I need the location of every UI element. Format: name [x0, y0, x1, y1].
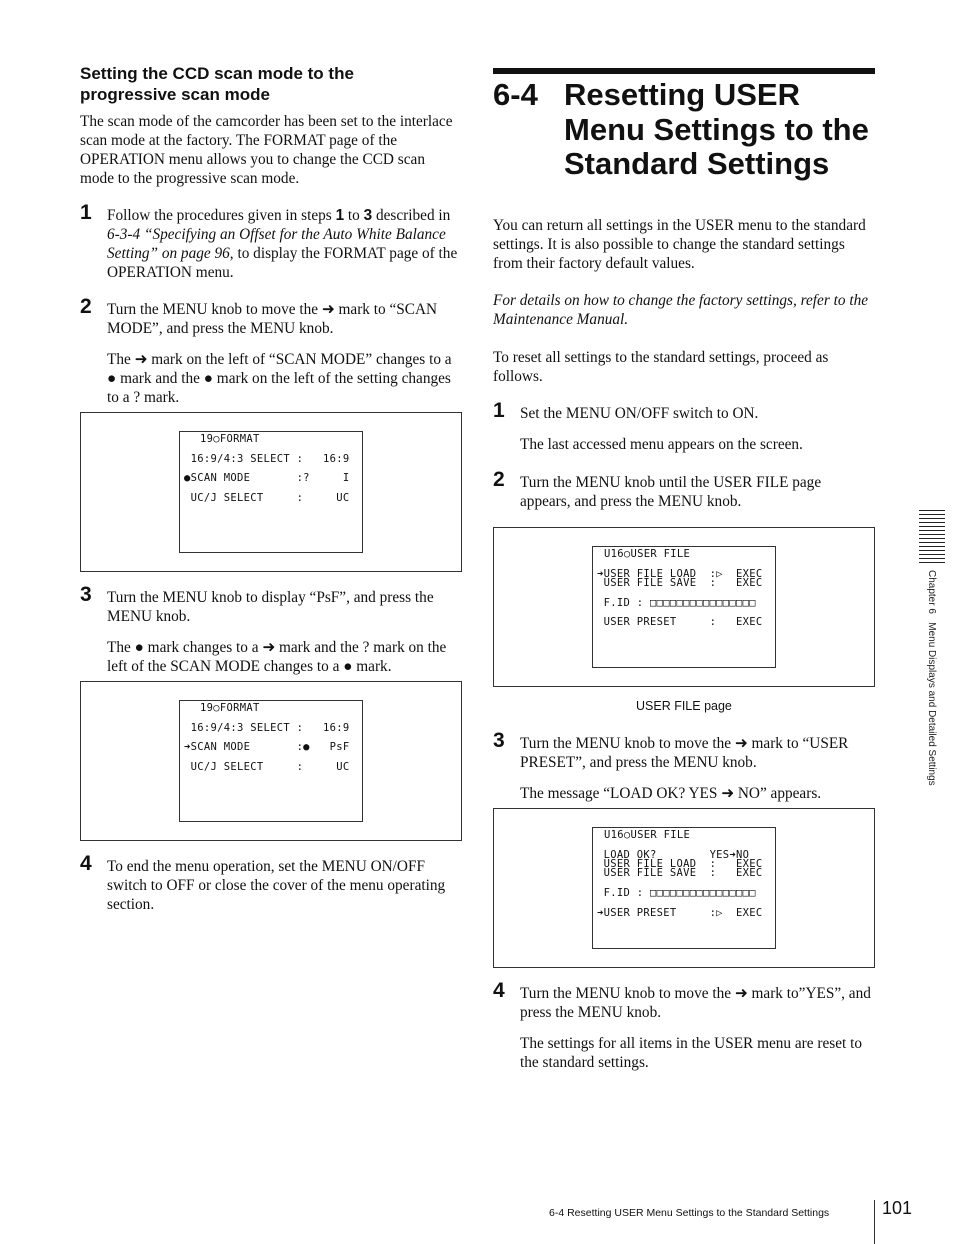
screen-title: 19○FORMAT — [200, 433, 260, 445]
screen-row: LOAD OK? YES➜NO — [597, 849, 750, 861]
cross-reference[interactable]: 6-3-4 “Specifying an Offset for the Auto White Balance Setting” on page 96 — [107, 226, 446, 262]
figure-caption: USER FILE page — [636, 699, 732, 713]
section-number: 6-4 — [493, 77, 538, 112]
step-3-note: The message “LOAD OK? YES ➜ NO” appears. — [520, 785, 822, 802]
screen-row: USER FILE SAVE : EXEC — [597, 577, 763, 589]
step-3-note: The ● mark changes to a ➜ mark and the ? mark on the left of the SCAN MODE changes to a ● mark. — [107, 639, 447, 675]
figure-frame-user-file — [493, 527, 875, 687]
step-2-text: Turn the MENU knob until the USER FILE page appears, and press the MENU knob. — [520, 474, 822, 510]
screen-row: 16:9/4:3 SELECT : 16:9 — [184, 722, 350, 734]
footer-divider — [874, 1200, 875, 1244]
step-number-4: 4 — [80, 852, 92, 875]
menu-screen-format — [179, 700, 363, 822]
screen-row: USER PRESET : EXEC — [597, 616, 763, 628]
menu-screen-format — [179, 431, 363, 553]
step-3-text: Turn the MENU knob to move the ➜ mark to “USER PRESET”, and press the MENU knob. — [520, 735, 849, 771]
screen-title: U16○USER FILE — [604, 548, 691, 560]
screen-title: 19○FORMAT — [200, 702, 260, 714]
section-title: Resetting USER Menu Settings to the Standard Settings — [564, 77, 869, 181]
step-number-3: 3 — [80, 583, 92, 606]
figure-frame-format-2 — [80, 681, 462, 841]
screen-title: U16○USER FILE — [604, 829, 691, 841]
step-number-4: 4 — [493, 979, 505, 1002]
step-4-note: The settings for all items in the USER menu are reset to the standard settings. — [520, 1035, 862, 1071]
screen-row: ➜USER PRESET :▷ EXEC — [597, 907, 763, 919]
section-rule — [493, 68, 875, 74]
step-4-text: To end the menu operation, set the MENU ON/OFF switch to OFF or close the cover of the menu operating section. — [107, 858, 446, 913]
step-number-3: 3 — [493, 729, 505, 752]
step-1-text: Follow the procedures given in steps 1 to 3 described in 6-3-4 “Specifying an Offset for the Auto White Balance Setting” on page 96, to display the FORMAT page of the OPERATION menu. — [107, 207, 458, 281]
screen-row: ➜SCAN MODE :● PsF — [184, 741, 350, 753]
step-4-text: Turn the MENU knob to move the ➜ mark to”YES”, and press the MENU knob. — [520, 985, 871, 1021]
chapter-tab-lines — [919, 510, 945, 566]
screen-row: UC/J SELECT : UC — [184, 761, 350, 773]
section-intro: You can return all settings in the USER menu to the standard settings. It is also possible to change the standard settings from their factory default values. — [493, 217, 866, 272]
screen-row: ●SCAN MODE :? I — [184, 472, 350, 484]
step-number-2: 2 — [80, 295, 92, 318]
step-number-2: 2 — [493, 468, 505, 491]
chapter-side-label-box — [925, 570, 937, 830]
screen-row: 16:9/4:3 SELECT : 16:9 — [184, 453, 350, 465]
running-footer: 6-4 Resetting USER Menu Settings to the Standard Settings — [549, 1207, 830, 1219]
subsection-heading: Setting the CCD scan mode to the progressive scan mode — [80, 64, 354, 104]
step-2-note: The ➜ mark on the left of “SCAN MODE” changes to a ● mark and the ● mark on the left of the setting changes to a ? mark. — [107, 351, 452, 406]
procedure-lead: To reset all settings to the standard settings, proceed as follows. — [493, 349, 829, 385]
step-1-note: The last accessed menu appears on the screen. — [520, 436, 803, 453]
intro-paragraph: The scan mode of the camcorder has been set to the interlace scan mode at the factory. The FORMAT page of the OPERATION menu allows you to change the CCD scan mode to the progressive scan mode. — [80, 113, 453, 187]
step-1-text: Set the MENU ON/OFF switch to ON. — [520, 405, 759, 422]
figure-frame-user-file-confirm — [493, 808, 875, 968]
chapter-side-label: Chapter 6 Menu Displays and Detailed Settings — [926, 570, 937, 786]
step-number-1: 1 — [493, 399, 505, 422]
step-3-text: Turn the MENU knob to display “PsF”, and press the MENU knob. — [107, 589, 434, 625]
screen-row: F.ID : □□□□□□□□□□□□□□□□ — [597, 597, 756, 609]
screen-row: ➜USER FILE LOAD :▷ EXEC — [597, 568, 763, 580]
screen-row: UC/J SELECT : UC — [184, 492, 350, 504]
menu-screen-user-file — [592, 546, 776, 668]
page-number: 101 — [882, 1198, 913, 1218]
step-2-text: Turn the MENU knob to move the ➜ mark to “SCAN MODE”, and press the MENU knob. — [107, 301, 438, 337]
maintenance-note: For details on how to change the factory settings, refer to the Maintenance Manual. — [493, 292, 869, 328]
screen-row: USER FILE LOAD : EXEC — [597, 858, 763, 870]
figure-frame-format-1 — [80, 412, 462, 572]
menu-screen-user-file — [592, 827, 776, 949]
screen-row: F.ID : □□□□□□□□□□□□□□□□ — [597, 887, 756, 899]
step-number-1: 1 — [80, 201, 92, 224]
screen-row: USER FILE SAVE : EXEC — [597, 867, 763, 879]
